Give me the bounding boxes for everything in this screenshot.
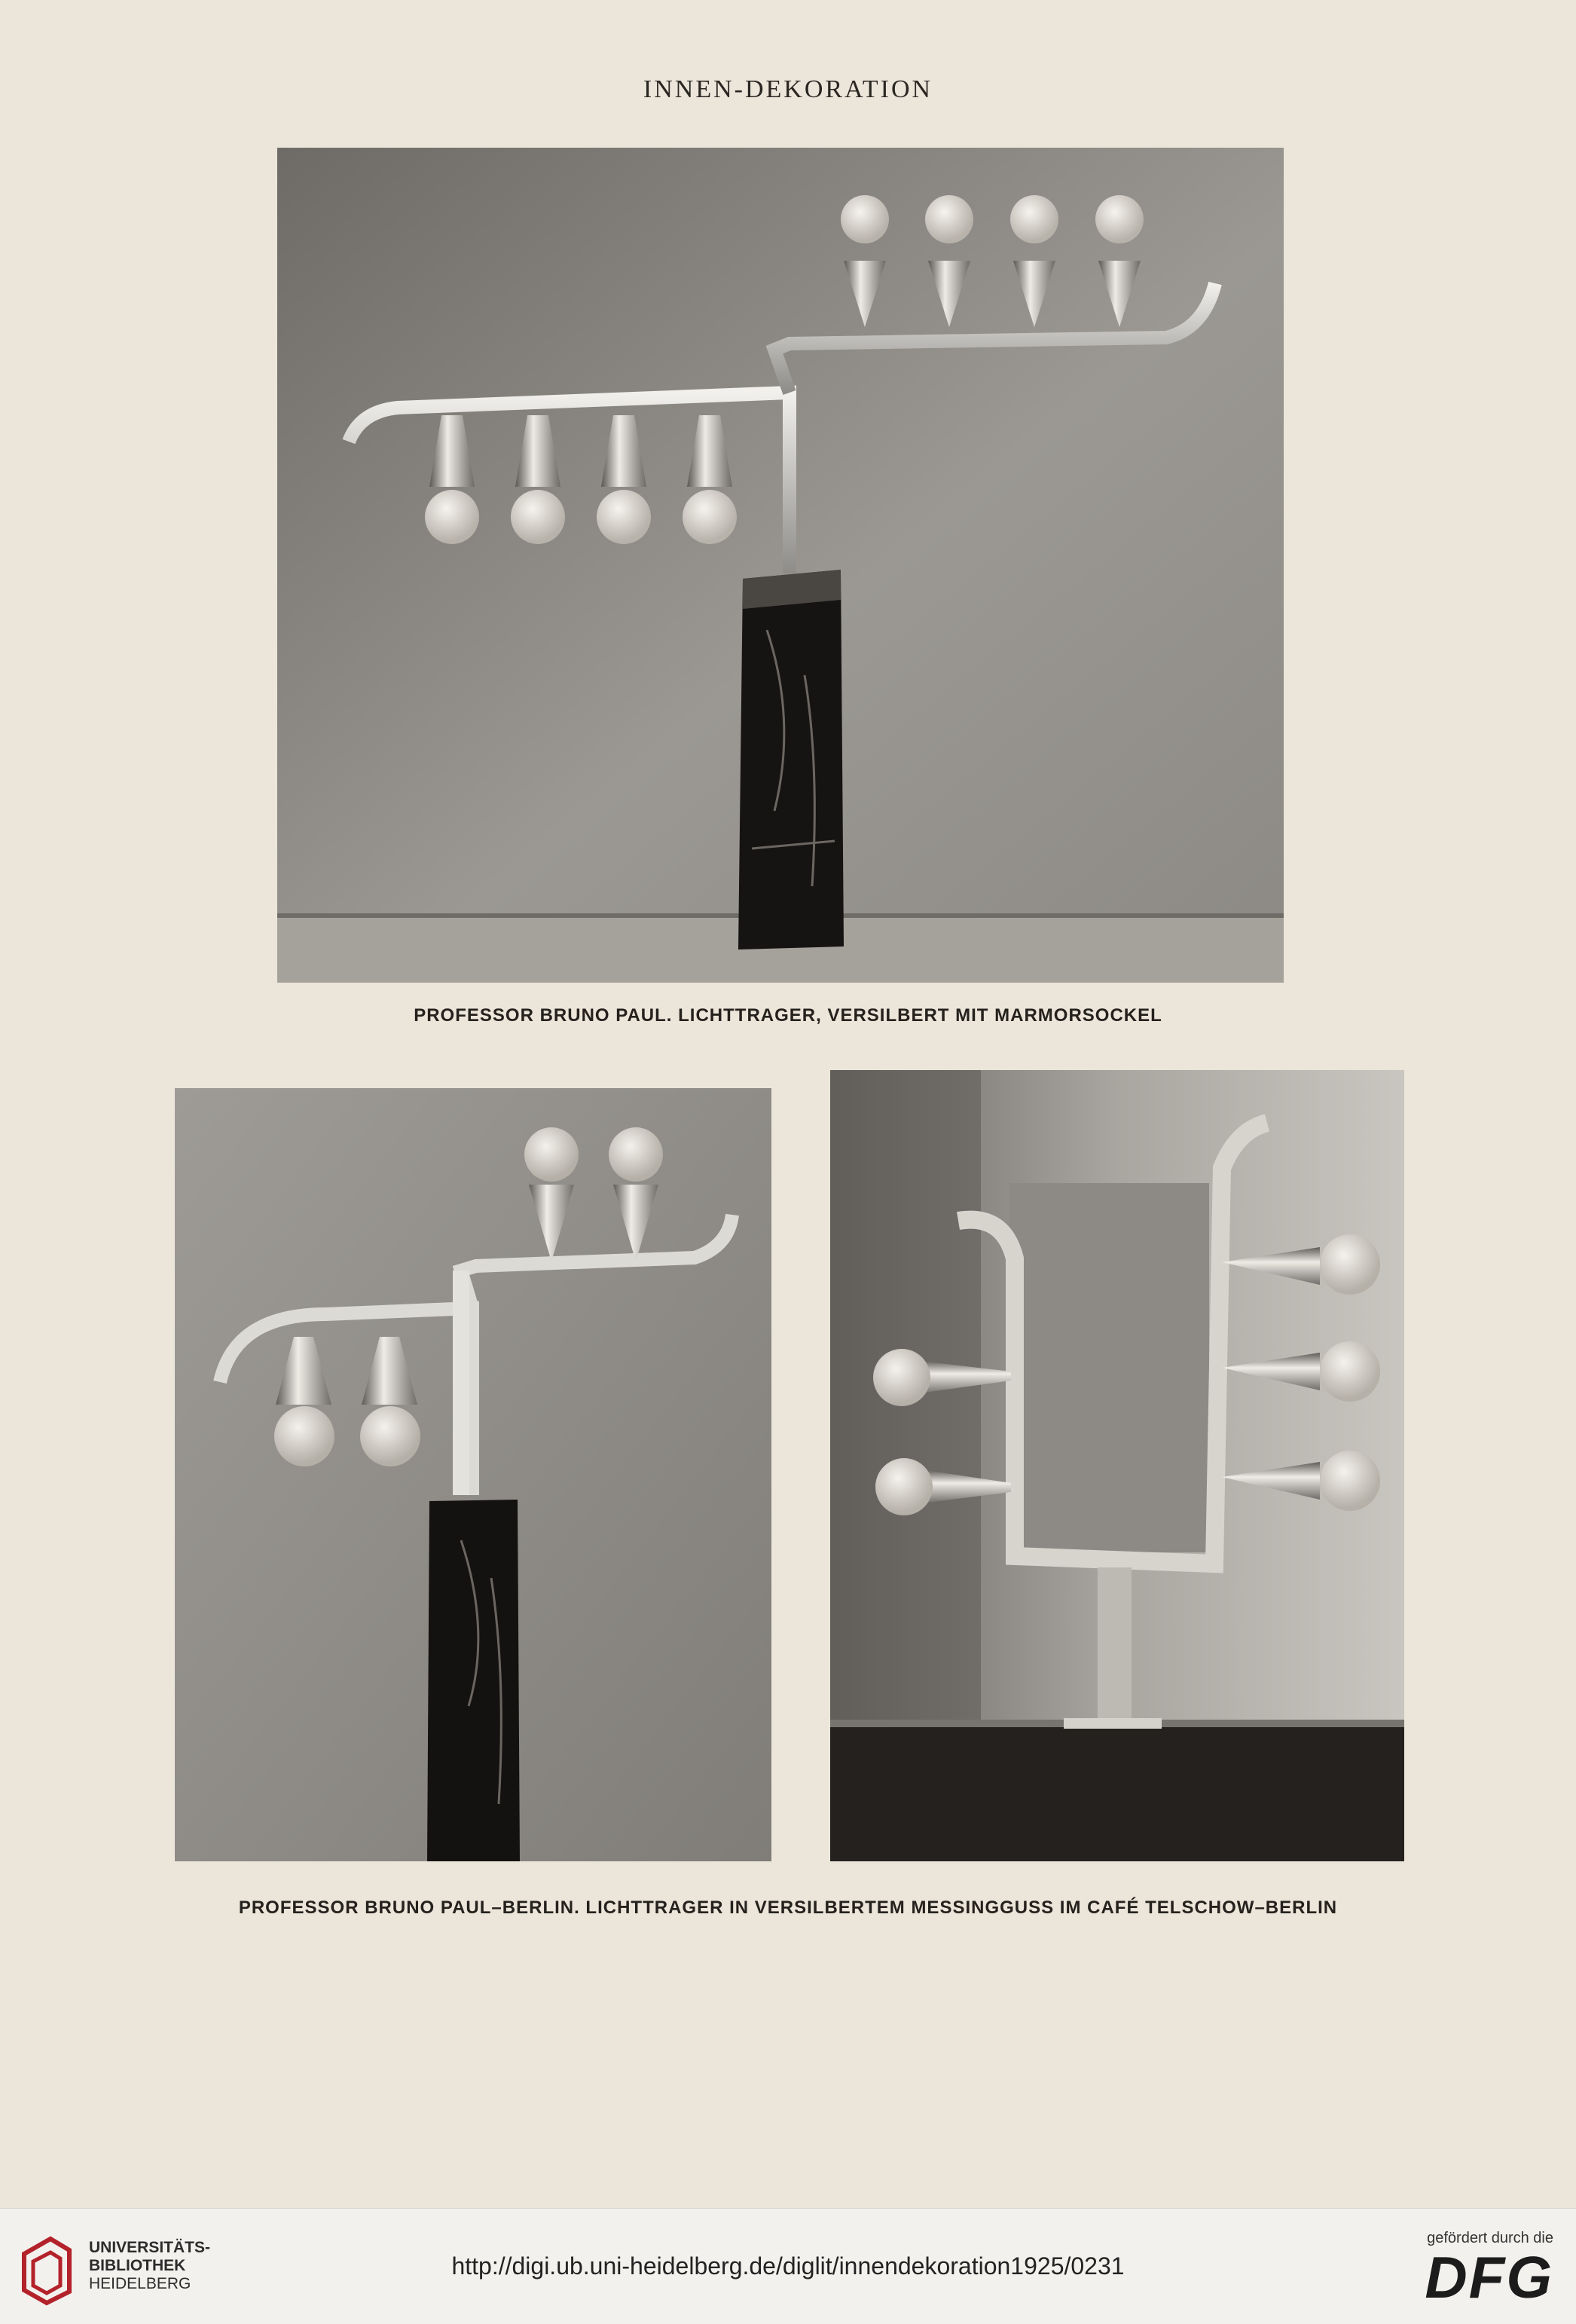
light-fixture-photo (175, 1088, 771, 1861)
light-fixture-photo (277, 148, 1284, 983)
caption-top: PROFESSOR BRUNO PAUL. LICHTTRAGER, VERSILBERT MIT MARMORSOCKEL (414, 1005, 1162, 1026)
dfg-logo: DFG (1425, 2244, 1553, 2310)
funder-block (1425, 2230, 1553, 2310)
caption-bottom: PROFESSOR BRUNO PAUL–BERLIN. LICHTTRAGER IN VERSILBERTEM MESSINGGUSS IM CAFÉ TELSCHOW–BERLIN (238, 1897, 1338, 1918)
permalink-wrapper (0, 2252, 1576, 2280)
permalink-url[interactable]: http://digi.ub.uni-heidelberg.de/diglit/innendekoration1925/0231 (451, 2252, 1125, 2280)
light-fixture-photo (830, 1070, 1404, 1861)
funded-by-label: gefördert durch die (1427, 2230, 1553, 2246)
running-head: INNEN-DEKORATION (643, 75, 933, 103)
library-name-line-3: HEIDELBERG (89, 2275, 191, 2292)
digitization-footer (0, 2208, 1576, 2324)
library-name-line-2: BIBLIOTHEK (89, 2257, 186, 2274)
photo-plate-bottom-right (830, 1070, 1404, 1861)
photo-plate-top (277, 148, 1284, 983)
library-name-line-1: UNIVERSITÄTS- (89, 2239, 211, 2256)
photo-plate-bottom-left (175, 1088, 771, 1861)
